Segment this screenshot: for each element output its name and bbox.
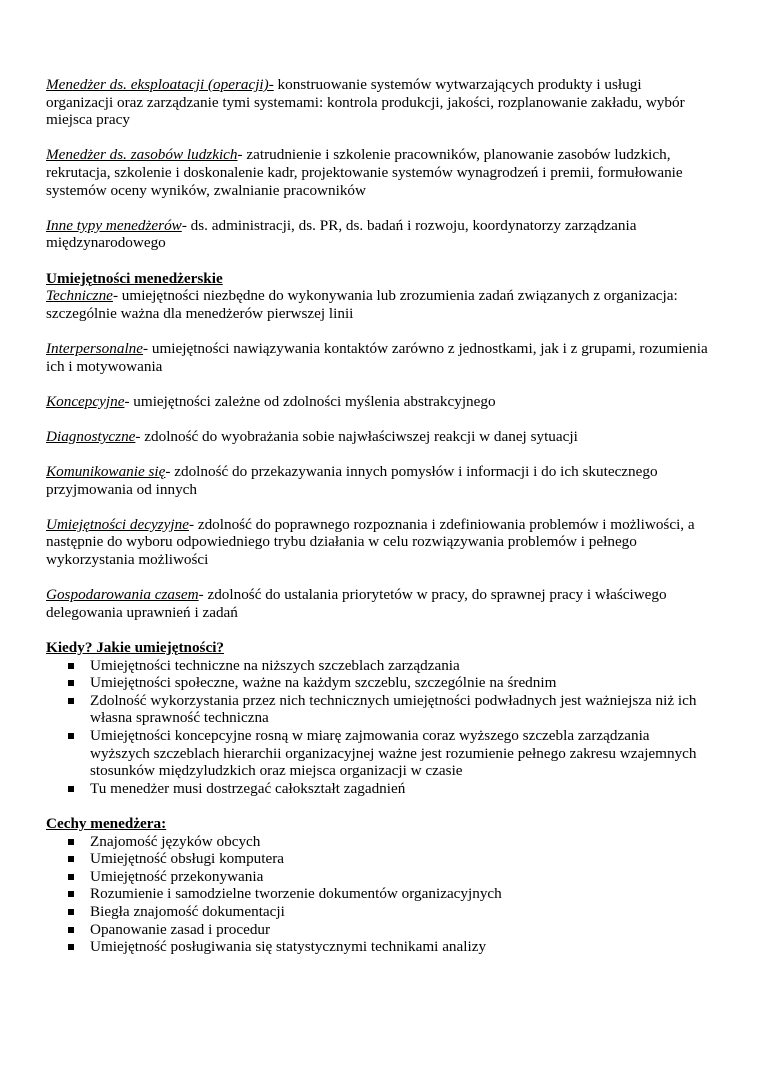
skill-description: - zdolność do wyobrażania sobie najwłaściwszej reakcji w danej sytuacji (135, 427, 578, 445)
role-paragraph (46, 217, 712, 252)
square-bullet-icon (68, 927, 74, 933)
list-item-text: Umiejętność przekonywania (90, 867, 264, 885)
square-bullet-icon (68, 909, 74, 915)
skill-term: Umiejętności decyzyjne (46, 515, 189, 533)
role-paragraph (46, 146, 712, 199)
square-bullet-icon (68, 839, 74, 845)
skill-term: Komunikowanie się (46, 463, 166, 481)
skill-paragraph (46, 287, 712, 322)
list-item (46, 868, 712, 886)
list-item-text: Umiejętność obsługi komputera (90, 850, 285, 868)
skill-term: Diagnostyczne (46, 427, 136, 445)
list-item (46, 727, 712, 780)
square-bullet-icon (68, 733, 74, 739)
skill-description: - zdolność do ustalania priorytetów w pracy, do sprawnej pracy i właściwego delegowania uprawnień i zadań (46, 586, 667, 621)
role-description: konstruowanie systemów wytwarzających produkty i usługi organizacji oraz zarządzanie tymi systemami: kontrola produkcji, jakości, rozplanowanie zakładu, wybór miejsca pracy (46, 76, 685, 129)
traits-list (46, 833, 712, 956)
list-item-text: Rozumienie i samodzielne tworzenie dokumentów organizacyjnych (90, 885, 502, 903)
list-item (46, 692, 712, 727)
list-item-text: Umiejętności społeczne, ważne na każdym szczeblu, szczególnie na średnim (90, 674, 557, 692)
list-item-text: Znajomość języków obcych (90, 832, 261, 850)
list-item (46, 657, 712, 675)
list-item-text: Zdolność wykorzystania przez nich technicznych umiejętności podwładnych jest ważniejsza niż ich własna sprawność techniczna (90, 691, 697, 727)
square-bullet-icon (68, 874, 74, 880)
list-item-text: Umiejętności techniczne na niższych szczeblach zarządzania (90, 656, 460, 674)
list-item-text: Tu menedżer musi dostrzegać całokształt zagadnień (90, 779, 406, 797)
when-section (46, 639, 712, 797)
role-term: Inne typy menedżerów (46, 216, 182, 234)
skill-description: - umiejętności niezbędne do wykonywania lub zrozumienia zadań związanych z organizacja: szczególnie ważna dla menedżerów pierwszej linii (46, 287, 678, 322)
role-description: - zatrudnienie i szkolenie pracowników, planowanie zasobów ludzkich, rekrutacja, szkolenie i doskonalenie kadr, projektowanie systemów wynagrodzeń i premii, formułowanie systemów oceny wyników, zwalnianie pracowników (46, 146, 683, 199)
skill-description: - zdolność do przekazywania innych pomysłów i informacji i do ich skutecznego przyjmowania od innych (46, 463, 658, 498)
traits-heading: Cechy menedżera: (46, 814, 167, 832)
skills-heading: Umiejętności menedżerskie (46, 269, 223, 287)
skill-paragraph (46, 463, 712, 498)
skills-section (46, 270, 712, 622)
role-term: Menedżer ds. zasobów ludzkich (46, 146, 238, 164)
skill-description: - umiejętności nawiązywania kontaktów zarówno z jednostkami, jak i z grupami, rozumienia ich i motywowania (46, 339, 708, 375)
list-item (46, 833, 712, 851)
square-bullet-icon (68, 891, 74, 897)
skill-description: - zdolność do poprawnego rozpoznania i zdefiniowania problemów i możliwości, a następnie do wyboru odpowiedniego trybu działania w celu rozwiązywania problemów i pełnego wykorzystania możliwości (46, 515, 695, 569)
skill-paragraph (46, 516, 712, 569)
list-item-text: Umiejętność posługiwania się statystycznymi technikami analizy (90, 938, 487, 956)
skill-term: Techniczne (46, 287, 113, 305)
skill-term: Gospodarowania czasem (46, 586, 199, 604)
skill-description: - umiejętności zależne od zdolności myślenia abstrakcyjnego (124, 392, 496, 410)
skill-term: Koncepcyjne (46, 392, 125, 410)
role-description: - ds. administracji, ds. PR, ds. badań i rozwoju, koordynatorzy zarządzania międzynarodowego (46, 216, 637, 252)
list-item (46, 903, 712, 921)
role-term: Menedżer ds. eksploatacji (operacji)- (46, 76, 274, 93)
skill-paragraph (46, 393, 712, 411)
square-bullet-icon (68, 698, 74, 704)
skill-term: Interpersonalne (46, 339, 144, 357)
square-bullet-icon (68, 680, 74, 686)
when-heading: Kiedy? Jakie umiejętności? (46, 639, 225, 656)
document-content (46, 76, 712, 973)
square-bullet-icon (68, 944, 74, 950)
square-bullet-icon (68, 786, 74, 792)
list-item (46, 885, 712, 903)
list-item (46, 674, 712, 692)
square-bullet-icon (68, 856, 74, 862)
skill-paragraph (46, 340, 712, 375)
list-item-text: Umiejętności koncepcyjne rosną w miarę zajmowania coraz wyższego szczebla zarządzania wyższych szczeblach hierarchii organizacyjnej ważne jest rozumienie pełnego zakresu wzajemnych stosunków międzyludzkich oraz miejsca organizacji w czasie (90, 726, 697, 780)
list-item (46, 921, 712, 939)
skill-paragraph (46, 428, 712, 446)
skill-paragraph (46, 586, 712, 621)
role-paragraph (46, 76, 712, 129)
list-item-text: Biegła znajomość dokumentacji (90, 902, 285, 920)
list-item (46, 938, 712, 956)
list-item-text: Opanowanie zasad i procedur (90, 920, 271, 938)
when-list (46, 657, 712, 798)
square-bullet-icon (68, 663, 74, 669)
list-item (46, 850, 712, 868)
list-item (46, 780, 712, 798)
traits-section (46, 815, 712, 956)
